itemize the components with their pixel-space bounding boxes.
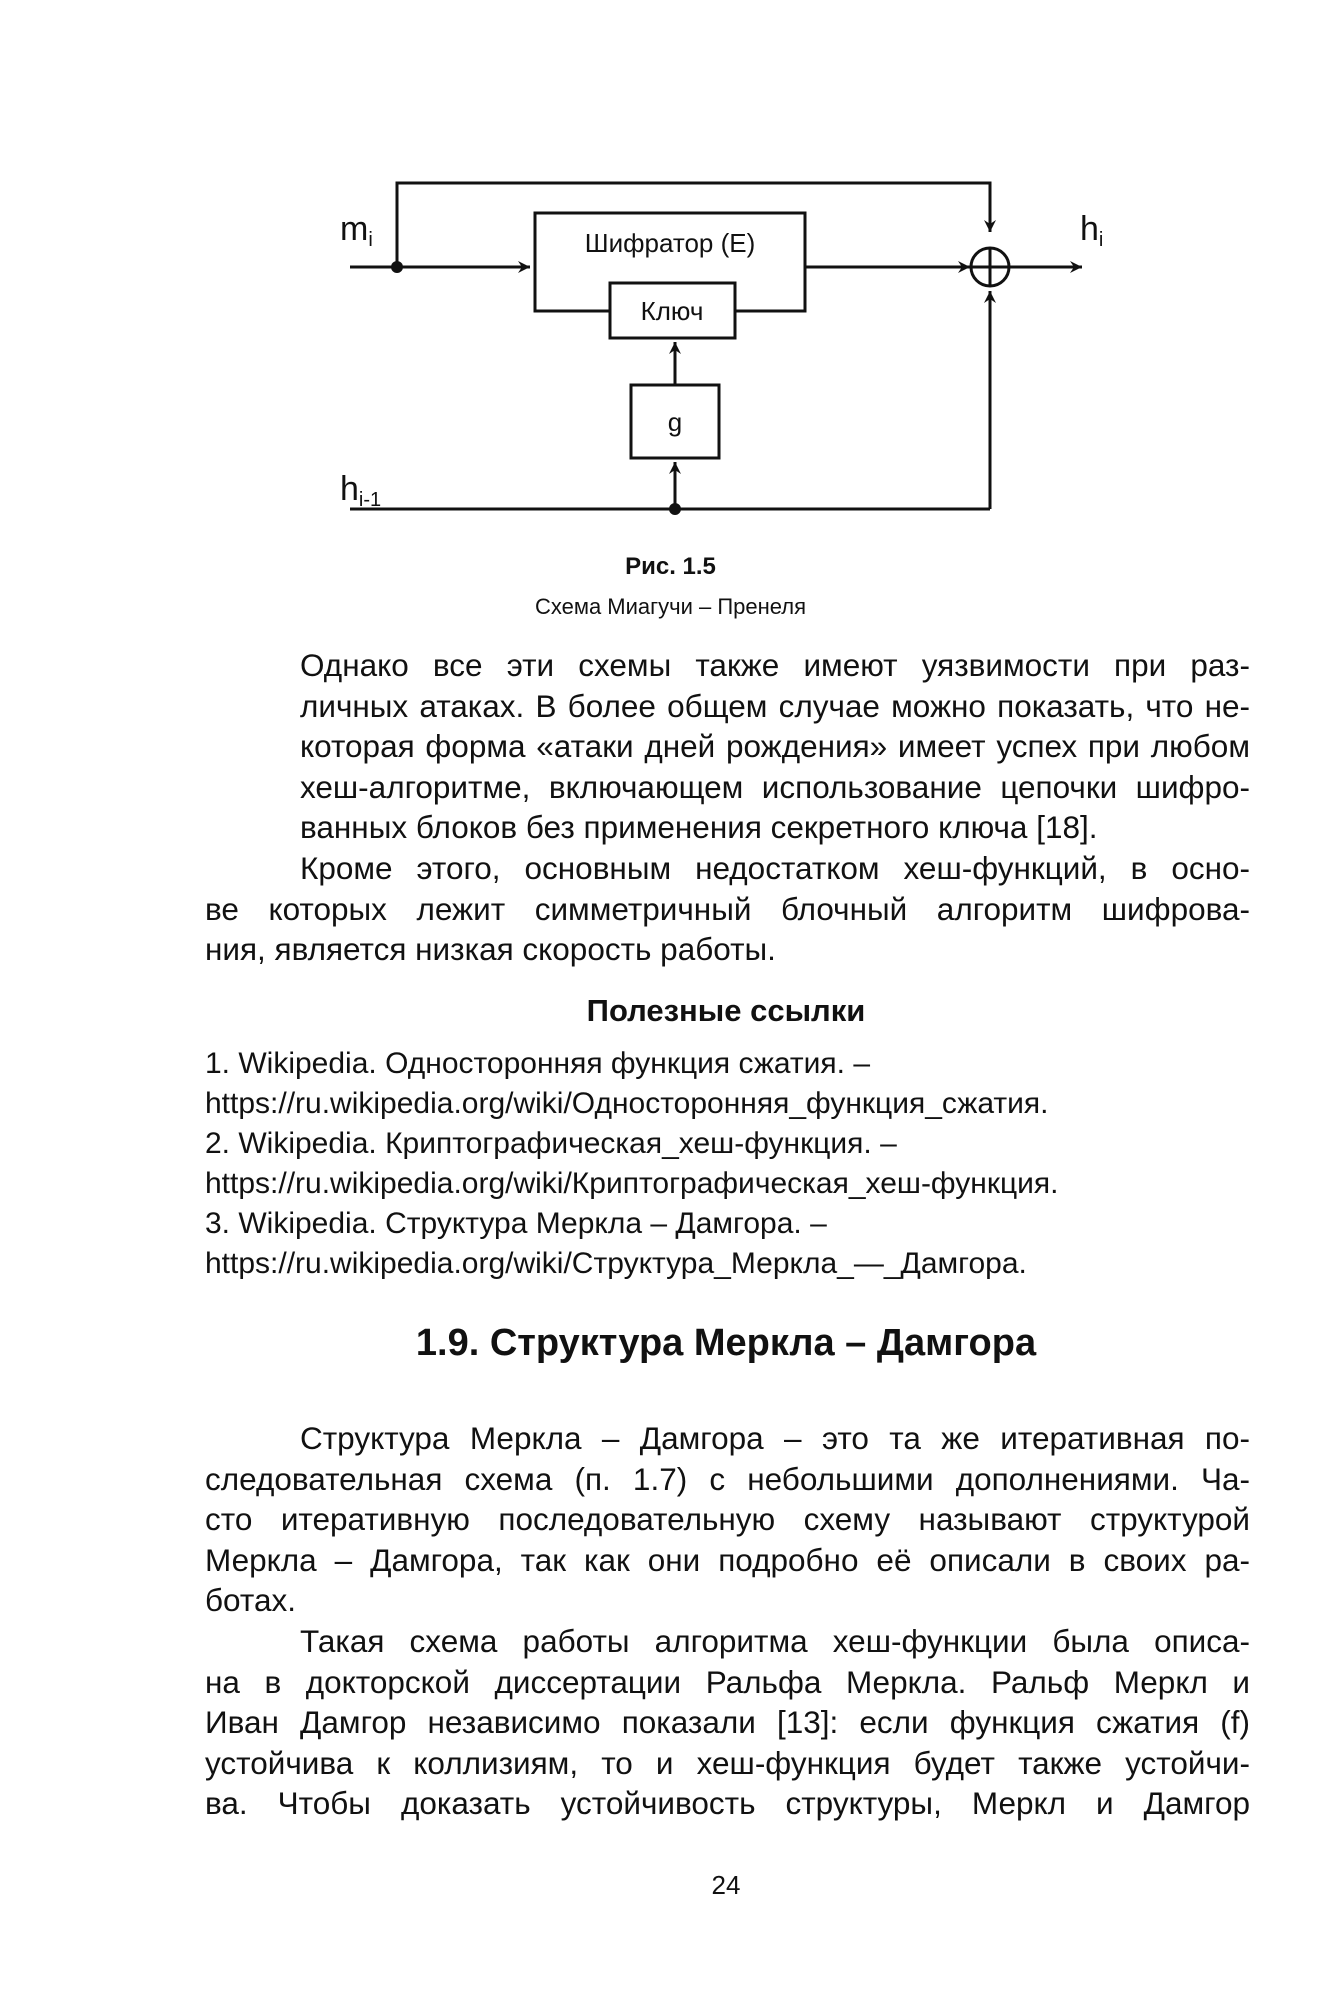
link-url[interactable]: https://ru.wikipedia.org/wiki/Криптографическая_хеш-функция. <box>205 1167 1059 1200</box>
miyaguchi-preneel-diagram <box>300 160 1140 540</box>
g-label: g <box>667 407 683 437</box>
text-line: на в докторской диссертации Ральфа Меркла. Ральф Меркл и <box>205 1663 1250 1700</box>
text-line: которая форма «атаки дней рождения» имеет успех при любом <box>300 728 1250 764</box>
useful-links-title: Полезные ссылки <box>586 993 866 1028</box>
output-label: hi <box>1080 210 1104 251</box>
text-line: Такая схема работы алгоритма хеш-функции была описа- <box>300 1623 1250 1659</box>
text-line: Кроме этого, основным недостатком хеш-функций, в осно- <box>300 850 1250 886</box>
useful-links-list <box>205 1044 1255 1284</box>
text-line: ве которых лежит симметричный блочный алгоритм шифрова- <box>205 890 1250 927</box>
text-line: хеш-алгоритме, включающем использование цепочки шифро- <box>300 768 1250 805</box>
text-line: Иван Дамгор независимо показали [13]: если функция сжатия (f) <box>205 1704 1250 1740</box>
text-line: устойчива к коллизиям, то и хеш-функция будет также устойчи- <box>205 1744 1250 1781</box>
paragraph-merkle-thesis <box>205 1621 1250 1824</box>
encryptor-label: Шифратор (E) <box>584 228 756 258</box>
text-line: следовательная схема (п. 1.7) с небольшими дополнениями. Ча- <box>205 1460 1250 1497</box>
link-url[interactable]: https://ru.wikipedia.org/wiki/Структура_Меркла_—_Дамгора. <box>205 1247 1027 1280</box>
prev-hash-label: hi-1 <box>340 470 382 511</box>
text-line: личных атаках. В более общем случае можно показать, что не- <box>300 687 1250 724</box>
text-line: ванных блоков без применения секретного ключа [18]. <box>300 809 1098 845</box>
page-number: 24 <box>711 1870 741 1900</box>
link-item-label: 1. Wikipedia. Односторонняя функция сжатия. – <box>205 1047 871 1080</box>
text-line: ния, является низкая скорость работы. <box>205 931 776 967</box>
key-label: Ключ <box>640 296 704 326</box>
paragraph-merkle-damgard-intro <box>205 1418 1250 1621</box>
link-item-label: 3. Wikipedia. Структура Меркла – Дамгора. – <box>205 1207 827 1240</box>
figure-title: Рис. 1.5 <box>625 553 716 580</box>
text-line: сто итеративную последовательную схему называют структурой <box>205 1501 1250 1537</box>
text-line: Меркла – Дамгора, так как они подробно её описали в своих ра- <box>205 1541 1250 1578</box>
text-line: Структура Меркла – Дамгора – это та же итеративная по- <box>300 1420 1250 1456</box>
text-line: ва. Чтобы доказать устойчивость структуры, Меркл и Дамгор <box>205 1785 1250 1821</box>
figure-subtitle: Схема Миагучи – Пренеля <box>534 594 807 619</box>
text-line: Однако все эти схемы также имеют уязвимости при раз- <box>300 647 1250 683</box>
paragraph-vulnerabilities <box>205 645 1250 848</box>
section-heading: 1.9. Структура Меркла – Дамгора <box>415 1322 1037 1364</box>
text-line: ботах. <box>205 1582 296 1618</box>
input-label: mi <box>340 210 373 251</box>
paragraph-speed <box>205 848 1250 970</box>
link-item-label: 2. Wikipedia. Криптографическая_хеш-функция. – <box>205 1127 897 1160</box>
diagram-svg <box>300 160 1140 540</box>
link-url[interactable]: https://ru.wikipedia.org/wiki/Односторонняя_функция_сжатия. <box>205 1087 1049 1120</box>
